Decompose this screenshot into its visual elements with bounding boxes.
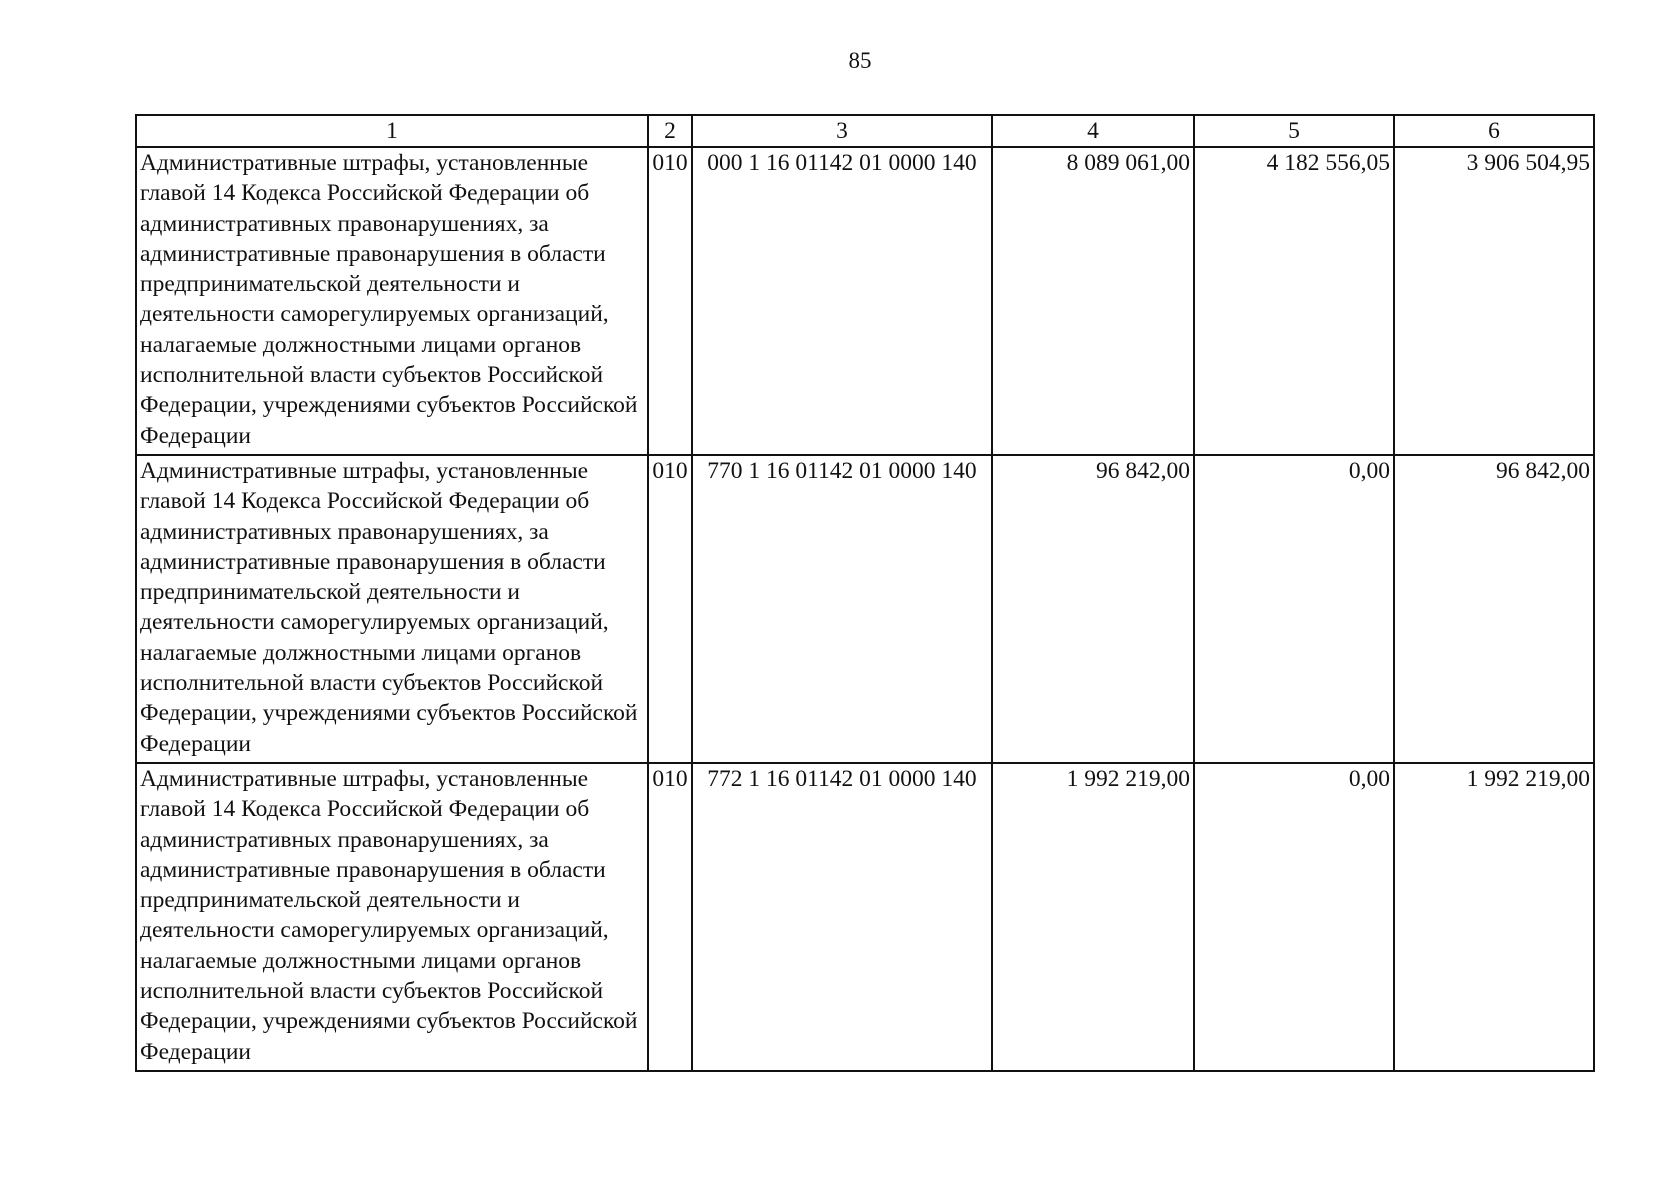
row-col6-cell: 96 842,00 [1394,455,1594,763]
table-row [136,147,1594,455]
row-code-short-cell: 010 [648,763,692,1071]
row-col6-cell: 3 906 504,95 [1394,147,1594,455]
row-code-short-cell: 010 [648,147,692,455]
row-name-cell: Административные штрафы, установленные главой 14 Кодекса Российской Федерации об административных правонарушениях, за административные правонарушения в области предпринимательской деятельности и деятельности саморегулируемых организаций, налагаемые должностными лицами органов исполнительной власти субъектов Российской Федерации, учреждениями субъектов Российской Федерации [136,763,648,1071]
column-header-6: 6 [1394,115,1594,147]
column-header-3: 3 [692,115,992,147]
page-number: 85 [848,48,872,73]
row-col6-cell: 1 992 219,00 [1394,763,1594,1071]
column-header-4: 4 [992,115,1194,147]
table-row [136,455,1594,763]
row-col4-cell: 96 842,00 [992,455,1194,763]
row-col4-cell: 8 089 061,00 [992,147,1194,455]
row-name-cell: Административные штрафы, установленные главой 14 Кодекса Российской Федерации об административных правонарушениях, за административные правонарушения в области предпринимательской деятельности и деятельности саморегулируемых организаций, налагаемые должностными лицами органов исполнительной власти субъектов Российской Федерации, учреждениями субъектов Российской Федерации [136,455,648,763]
row-col5-cell: 0,00 [1194,455,1394,763]
table-row [136,763,1594,1071]
row-code-cell: 770 1 16 01142 01 0000 140 [692,455,992,763]
column-header-2: 2 [648,115,692,147]
row-code-short-cell: 010 [648,455,692,763]
row-col5-cell: 0,00 [1194,763,1394,1071]
column-header-5: 5 [1194,115,1394,147]
table-header-row [136,115,1594,147]
row-col4-cell: 1 992 219,00 [992,763,1194,1071]
row-code-cell: 772 1 16 01142 01 0000 140 [692,763,992,1071]
column-header-1: 1 [136,115,648,147]
budget-table [135,114,1595,1072]
row-col5-cell: 4 182 556,05 [1194,147,1394,455]
row-code-cell: 000 1 16 01142 01 0000 140 [692,147,992,455]
row-name-cell: Административные штрафы, установленные главой 14 Кодекса Российской Федерации об административных правонарушениях, за административные правонарушения в области предпринимательской деятельности и деятельности саморегулируемых организаций, налагаемые должностными лицами органов исполнительной власти субъектов Российской Федерации, учреждениями субъектов Российской Федерации [136,147,648,455]
